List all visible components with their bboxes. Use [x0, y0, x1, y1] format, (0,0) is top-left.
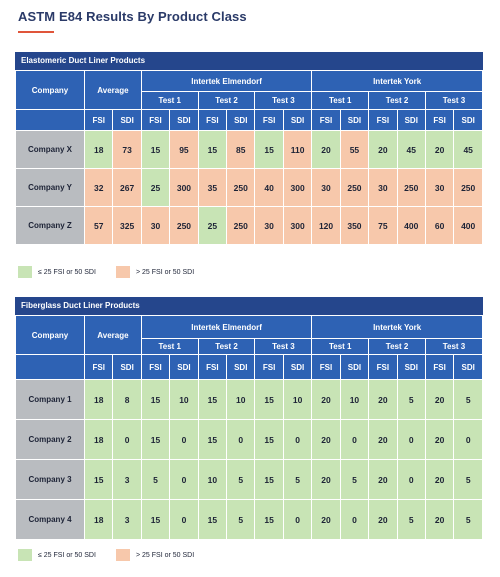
- result-cell: 0: [170, 460, 198, 500]
- result-cell: 5: [454, 460, 483, 500]
- result-cell: 15: [255, 500, 283, 540]
- result-cell: 10: [170, 380, 198, 420]
- result-cell: 0: [283, 420, 311, 460]
- company-name-cell: Company 4: [16, 500, 85, 540]
- result-cell: 20: [369, 420, 397, 460]
- metric-header: SDI: [170, 355, 198, 380]
- group-header-york: Intertek York: [312, 71, 483, 92]
- result-cell: 45: [397, 131, 425, 169]
- table-row: [16, 460, 483, 500]
- results-grid: [15, 70, 483, 245]
- result-cell: 85: [227, 131, 255, 169]
- result-cell: 325: [113, 207, 141, 245]
- result-cell: 20: [425, 420, 453, 460]
- company-name-cell: Company 2: [16, 420, 85, 460]
- result-cell: 5: [454, 380, 483, 420]
- result-cell: 5: [397, 380, 425, 420]
- metric-header: SDI: [227, 355, 255, 380]
- result-cell: 0: [397, 460, 425, 500]
- test-header: Test 3: [255, 92, 312, 110]
- result-cell: 30: [141, 207, 169, 245]
- title-accent-rule: [18, 31, 54, 33]
- result-cell: 32: [85, 169, 113, 207]
- result-cell: 0: [283, 500, 311, 540]
- table-row: [16, 420, 483, 460]
- table-body: [16, 380, 483, 540]
- result-cell: 250: [340, 169, 368, 207]
- result-cell: 120: [312, 207, 340, 245]
- result-cell: 55: [340, 131, 368, 169]
- result-cell: 18: [85, 500, 113, 540]
- result-cell: 75: [369, 207, 397, 245]
- metric-header: FSI: [198, 355, 226, 380]
- group-header-york: Intertek York: [312, 316, 483, 339]
- result-cell: 15: [141, 380, 169, 420]
- result-cell: 30: [425, 169, 453, 207]
- fiberglass-results-table: [15, 297, 483, 540]
- metric-header: SDI: [283, 110, 311, 131]
- page-title: ASTM E84 Results By Product Class: [18, 9, 247, 24]
- result-cell: 5: [141, 460, 169, 500]
- result-cell: 5: [340, 460, 368, 500]
- result-cell: 250: [397, 169, 425, 207]
- result-cell: 45: [454, 131, 483, 169]
- result-cell: 20: [425, 131, 453, 169]
- result-cell: 10: [227, 380, 255, 420]
- result-cell: 250: [454, 169, 483, 207]
- result-cell: 3: [113, 500, 141, 540]
- test-header: Test 1: [312, 339, 369, 355]
- result-cell: 300: [283, 169, 311, 207]
- result-cell: 73: [113, 131, 141, 169]
- result-cell: 267: [113, 169, 141, 207]
- result-cell: 30: [255, 207, 283, 245]
- test-header: Test 3: [425, 339, 482, 355]
- metric-header: SDI: [227, 110, 255, 131]
- metric-header: FSI: [255, 355, 283, 380]
- metric-header: FSI: [312, 110, 340, 131]
- result-cell: 10: [340, 380, 368, 420]
- result-cell: 5: [283, 460, 311, 500]
- metric-header: SDI: [170, 110, 198, 131]
- result-cell: 25: [141, 169, 169, 207]
- test-header: Test 1: [141, 92, 198, 110]
- table-title: Elastomeric Duct Liner Products: [15, 52, 483, 70]
- result-cell: 15: [198, 500, 226, 540]
- fail-swatch: [116, 549, 130, 561]
- metric-corner: [16, 355, 85, 380]
- pass-swatch: [18, 266, 32, 278]
- metric-header: SDI: [340, 110, 368, 131]
- result-cell: 15: [141, 500, 169, 540]
- table-row: [16, 131, 483, 169]
- legend-pass-label: ≤ 25 FSI or 50 SDI: [38, 552, 96, 559]
- company-name-cell: Company Z: [16, 207, 85, 245]
- result-cell: 5: [227, 460, 255, 500]
- result-cell: 8: [113, 380, 141, 420]
- table-title: Fiberglass Duct Liner Products: [15, 297, 483, 315]
- result-cell: 20: [369, 131, 397, 169]
- test-header: Test 1: [141, 339, 198, 355]
- company-name-cell: Company 3: [16, 460, 85, 500]
- result-cell: 300: [283, 207, 311, 245]
- metric-header: SDI: [397, 110, 425, 131]
- result-cell: 20: [312, 500, 340, 540]
- table-row: [16, 207, 483, 245]
- metric-header: SDI: [454, 110, 483, 131]
- legend-fail-label: > 25 FSI or 50 SDI: [136, 269, 195, 276]
- metric-header: SDI: [340, 355, 368, 380]
- average-column-header: Average: [85, 316, 142, 355]
- metric-header-row: [16, 355, 483, 380]
- table-row: [16, 380, 483, 420]
- result-cell: 20: [425, 460, 453, 500]
- result-cell: 250: [227, 207, 255, 245]
- result-cell: 20: [312, 460, 340, 500]
- result-cell: 18: [85, 131, 113, 169]
- metric-header: FSI: [312, 355, 340, 380]
- table-row: [16, 169, 483, 207]
- result-cell: 18: [85, 420, 113, 460]
- result-cell: 25: [198, 207, 226, 245]
- test-header: Test 2: [369, 339, 426, 355]
- metric-header: SDI: [113, 110, 141, 131]
- result-cell: 20: [312, 420, 340, 460]
- result-cell: 5: [454, 500, 483, 540]
- company-name-cell: Company 1: [16, 380, 85, 420]
- table-body: [16, 131, 483, 245]
- table-row: [16, 500, 483, 540]
- result-cell: 60: [425, 207, 453, 245]
- result-cell: 0: [227, 420, 255, 460]
- result-cell: 0: [170, 420, 198, 460]
- metric-corner: [16, 110, 85, 131]
- result-cell: 30: [369, 169, 397, 207]
- company-name-cell: Company Y: [16, 169, 85, 207]
- result-cell: 3: [113, 460, 141, 500]
- result-cell: 15: [255, 131, 283, 169]
- metric-header: SDI: [283, 355, 311, 380]
- result-cell: 250: [227, 169, 255, 207]
- test-header: Test 3: [425, 92, 482, 110]
- result-cell: 15: [85, 460, 113, 500]
- result-cell: 0: [340, 500, 368, 540]
- metric-header: FSI: [141, 355, 169, 380]
- result-cell: 0: [170, 500, 198, 540]
- result-cell: 20: [369, 460, 397, 500]
- result-cell: 10: [283, 380, 311, 420]
- result-cell: 35: [198, 169, 226, 207]
- test-header: Test 1: [312, 92, 369, 110]
- metric-header: FSI: [85, 110, 113, 131]
- result-cell: 0: [454, 420, 483, 460]
- elastomeric-results-table: [15, 52, 483, 245]
- metric-header: FSI: [141, 110, 169, 131]
- pass-swatch: [18, 549, 32, 561]
- metric-header: FSI: [369, 355, 397, 380]
- metric-header-row: [16, 110, 483, 131]
- result-cell: 15: [198, 420, 226, 460]
- company-column-header: Company: [16, 316, 85, 355]
- metric-header: FSI: [425, 355, 453, 380]
- results-grid: [15, 315, 483, 540]
- result-cell: 15: [141, 131, 169, 169]
- result-cell: 350: [340, 207, 368, 245]
- test-header: Test 2: [198, 92, 255, 110]
- test-header: Test 2: [198, 339, 255, 355]
- result-cell: 40: [255, 169, 283, 207]
- result-cell: 0: [113, 420, 141, 460]
- group-header-elmendorf: Intertek Elmendorf: [141, 71, 312, 92]
- result-cell: 400: [454, 207, 483, 245]
- result-cell: 5: [227, 500, 255, 540]
- result-cell: 15: [255, 460, 283, 500]
- company-column-header: Company: [16, 71, 85, 110]
- result-cell: 95: [170, 131, 198, 169]
- result-cell: 0: [397, 420, 425, 460]
- result-cell: 15: [198, 380, 226, 420]
- result-cell: 57: [85, 207, 113, 245]
- test-header: Test 3: [255, 339, 312, 355]
- metric-header: FSI: [369, 110, 397, 131]
- metric-header: FSI: [425, 110, 453, 131]
- metric-header: SDI: [397, 355, 425, 380]
- result-cell: 15: [255, 380, 283, 420]
- test-header: Test 2: [369, 92, 426, 110]
- metric-header: SDI: [454, 355, 483, 380]
- result-cell: 30: [312, 169, 340, 207]
- fail-swatch: [116, 266, 130, 278]
- result-cell: 20: [425, 380, 453, 420]
- average-column-header: Average: [85, 71, 142, 110]
- result-cell: 250: [170, 207, 198, 245]
- legend-pass-label: ≤ 25 FSI or 50 SDI: [38, 269, 96, 276]
- result-cell: 5: [397, 500, 425, 540]
- result-cell: 0: [340, 420, 368, 460]
- metric-header: FSI: [198, 110, 226, 131]
- result-cell: 15: [198, 131, 226, 169]
- group-header-elmendorf: Intertek Elmendorf: [141, 316, 312, 339]
- metric-header: FSI: [85, 355, 113, 380]
- result-cell: 10: [198, 460, 226, 500]
- result-cell: 20: [369, 380, 397, 420]
- result-cell: 20: [369, 500, 397, 540]
- result-cell: 20: [312, 380, 340, 420]
- company-name-cell: Company X: [16, 131, 85, 169]
- result-cell: 300: [170, 169, 198, 207]
- metric-header: SDI: [113, 355, 141, 380]
- result-cell: 15: [141, 420, 169, 460]
- result-cell: 15: [255, 420, 283, 460]
- result-cell: 20: [425, 500, 453, 540]
- result-cell: 18: [85, 380, 113, 420]
- result-cell: 110: [283, 131, 311, 169]
- result-cell: 20: [312, 131, 340, 169]
- legend-fail-label: > 25 FSI or 50 SDI: [136, 552, 195, 559]
- result-cell: 400: [397, 207, 425, 245]
- metric-header: FSI: [255, 110, 283, 131]
